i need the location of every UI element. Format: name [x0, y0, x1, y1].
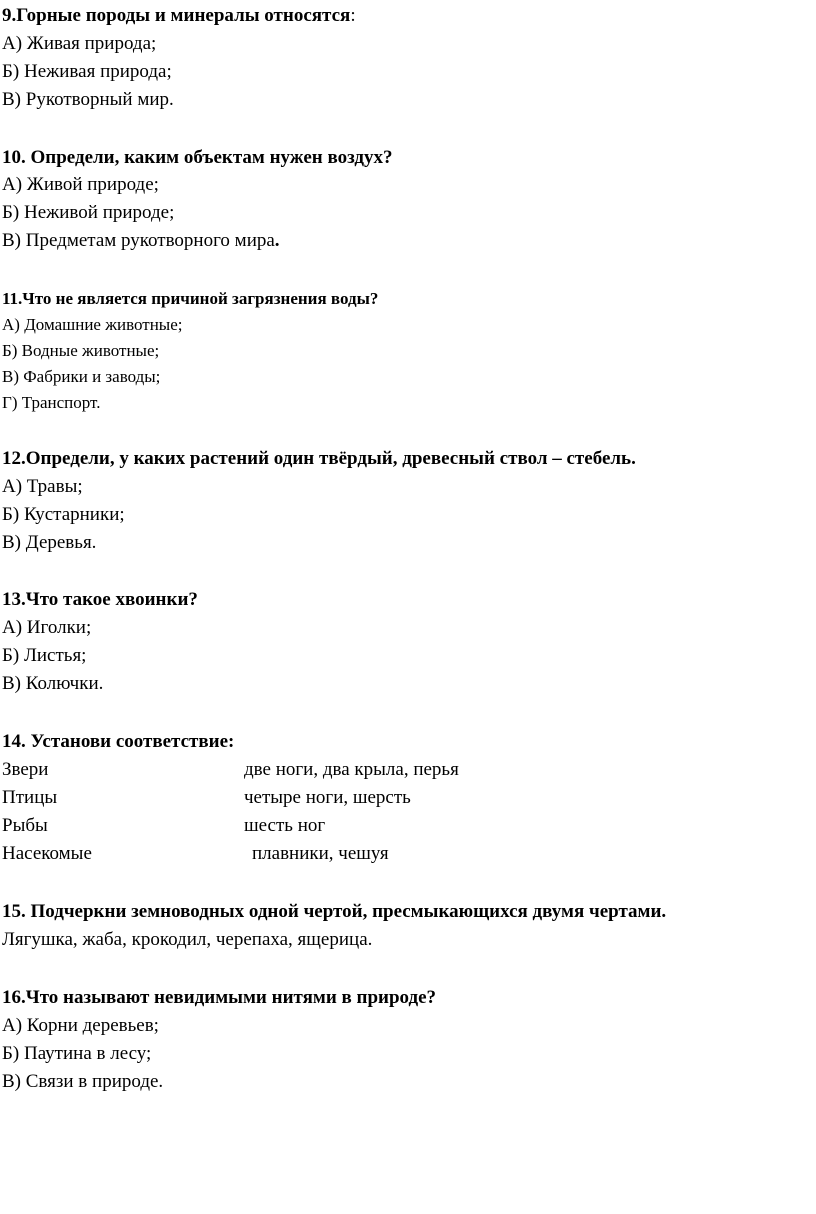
matching-right-2: четыре ноги, шерсть: [244, 787, 411, 808]
question-15-title: 15. Подчеркни земноводных одной чертой, пресмыкающихся двумя чертами.: [2, 901, 667, 922]
matching-left-2: Птицы: [2, 787, 58, 808]
question-9-title-text: 9.Горные породы и минералы относятся: [2, 5, 351, 26]
question-11-option-d: Г) Транспорт.: [2, 393, 101, 412]
question-13-title: 13.Что такое хвоинки?: [2, 589, 198, 610]
question-12-option-b: Б) Кустарники;: [2, 504, 125, 525]
question-10-title: 10. Определи, каким объектам нужен воздух?: [2, 147, 393, 168]
question-10-option-c-period: .: [274, 230, 280, 251]
question-16-option-b: Б) Паутина в лесу;: [2, 1043, 152, 1064]
question-9-option-b: Б) Неживая природа;: [2, 61, 172, 82]
question-9-title: [2, 5, 356, 27]
matching-right-1: две ноги, два крыла, перья: [244, 759, 459, 780]
question-11-title: 11.Что не является причиной загрязнения воды?: [2, 289, 379, 308]
question-15-text: Лягушка, жаба, крокодил, черепаха, ящерица.: [2, 929, 373, 950]
question-12-option-c: В) Деревья.: [2, 532, 97, 553]
question-13-option-c: В) Колючки.: [2, 673, 104, 694]
matching-left-4: Насекомые: [2, 843, 92, 864]
question-9-option-c: В) Рукотворный мир.: [2, 89, 174, 110]
question-16-title: 16.Что называют невидимыми нитями в природе?: [2, 987, 437, 1008]
matching-left-3: Рыбы: [2, 815, 48, 836]
matching-right-4: плавники, чешуя: [252, 843, 389, 864]
question-9-option-a: А) Живая природа;: [2, 33, 157, 54]
question-9-title-colon: :: [350, 5, 356, 26]
question-16-option-a: А) Корни деревьев;: [2, 1015, 159, 1036]
question-16-option-c: В) Связи в природе.: [2, 1071, 164, 1092]
question-10-option-b: Б) Неживой природе;: [2, 202, 175, 223]
question-11-option-c: В) Фабрики и заводы;: [2, 367, 161, 386]
question-11-option-a: А) Домашние животные;: [2, 315, 183, 334]
question-14-title: 14. Установи соответствие:: [2, 731, 235, 752]
question-10-option-a: А) Живой природе;: [2, 174, 159, 195]
matching-left-1: Звери: [2, 759, 49, 780]
question-12-title: 12.Определи, у каких растений один твёрдый, древесный ствол – стебель.: [2, 448, 636, 469]
question-13-option-b: Б) Листья;: [2, 645, 87, 666]
question-13-option-a: А) Иголки;: [2, 617, 92, 638]
matching-right-3: шесть ног: [244, 815, 326, 836]
question-12-option-a: А) Травы;: [2, 476, 83, 497]
question-10-option-c-text: В) Предметам рукотворного мира: [2, 230, 275, 251]
question-10-option-c: [2, 230, 280, 252]
question-11-option-b: Б) Водные животные;: [2, 341, 160, 360]
